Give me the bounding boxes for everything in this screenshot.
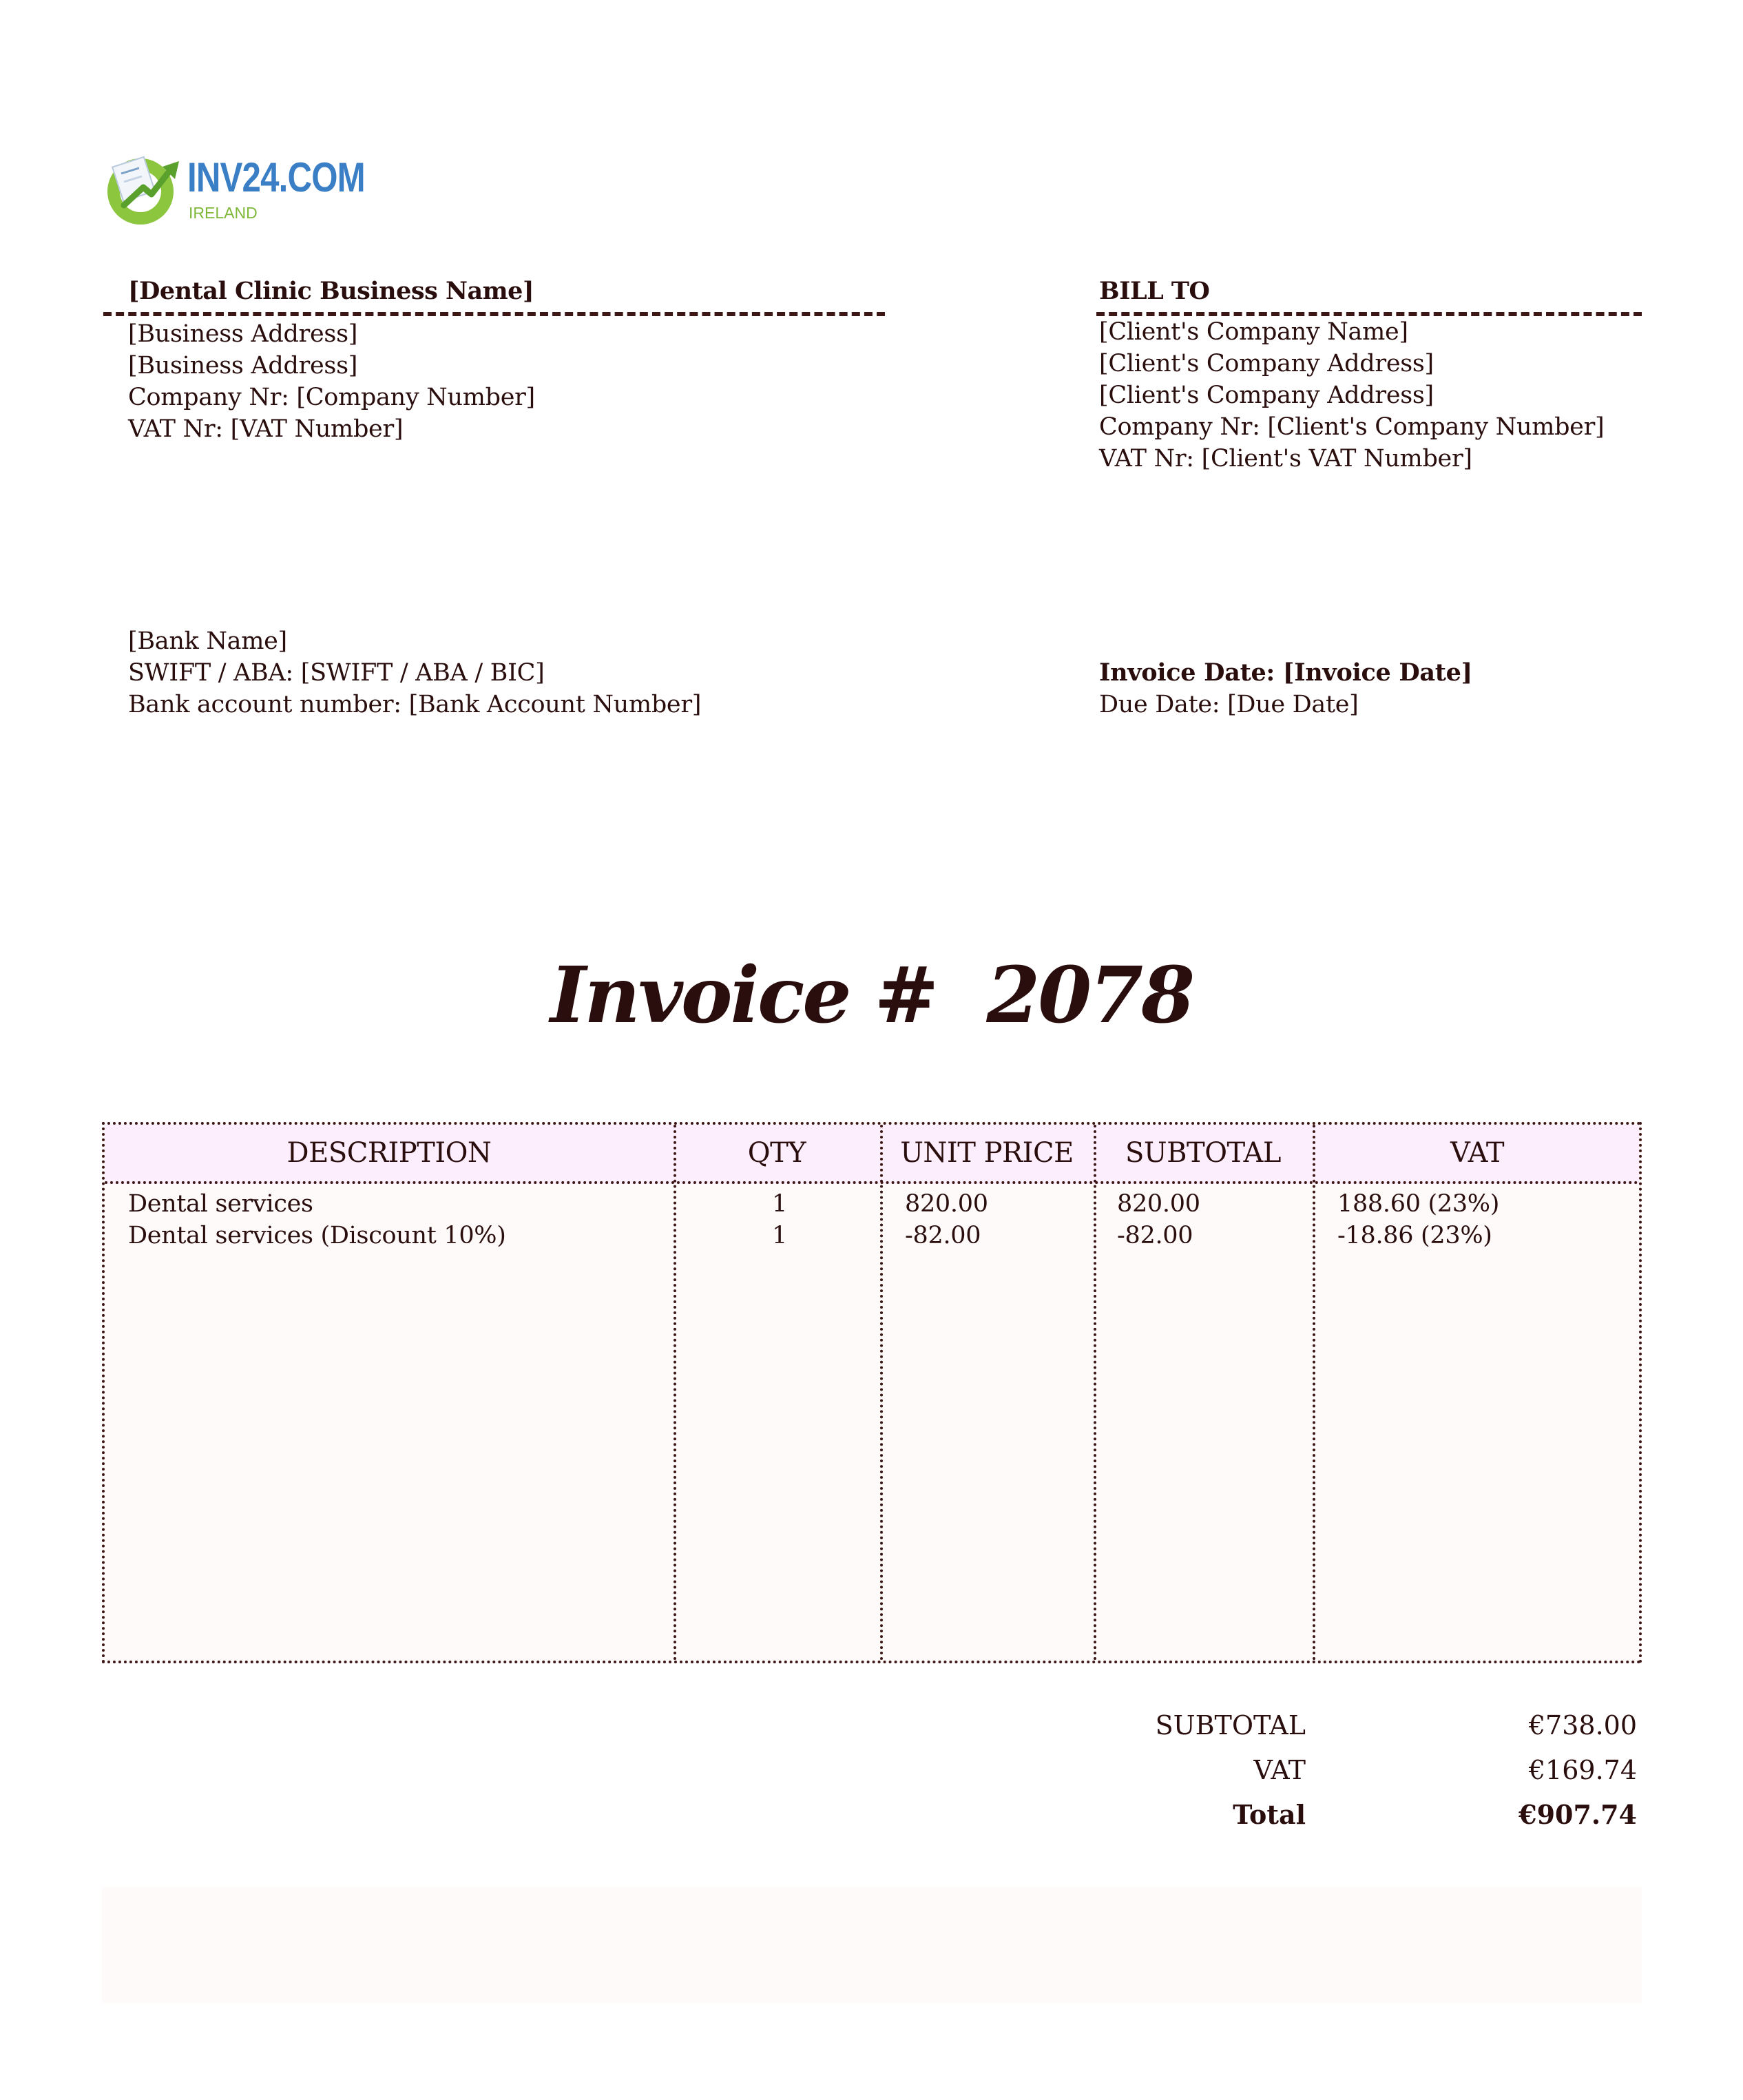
- client-company-number: Company Nr: [Client's Company Number]: [1099, 413, 1605, 441]
- row-2-subtotal: -82.00: [1117, 1222, 1193, 1249]
- table-header: [105, 1125, 1639, 1184]
- client-vat-number: VAT Nr: [Client's VAT Number]: [1099, 445, 1472, 472]
- logo-brand-text: INV24.COM: [187, 154, 365, 200]
- header-description: DESCRIPTION: [286, 1137, 492, 1169]
- bill-to-details: [1099, 316, 1604, 475]
- bank-swift: SWIFT / ABA: [SWIFT / ABA / BIC]: [128, 659, 545, 687]
- row-2-vat: -18.86 (23%): [1337, 1222, 1492, 1249]
- header-subtotal: SUBTOTAL: [1125, 1137, 1281, 1169]
- seller-address-1: [Business Address]: [128, 320, 358, 348]
- totals-vat-label: VAT: [1253, 1755, 1306, 1785]
- seller-vat-number: VAT Nr: [VAT Number]: [128, 415, 404, 443]
- bank-details: [128, 625, 701, 720]
- header-qty: QTY: [747, 1137, 806, 1169]
- seller-company-number: Company Nr: [Company Number]: [128, 384, 535, 411]
- row-1-subtotal: 820.00: [1117, 1190, 1200, 1218]
- column-separator: [1313, 1125, 1315, 1661]
- header-vat: VAT: [1450, 1137, 1505, 1169]
- client-address-2: [Client's Company Address]: [1099, 382, 1434, 409]
- logo-country-text: IRELAND: [189, 204, 258, 222]
- bill-to-heading: BILL TO: [1099, 277, 1210, 305]
- seller-name: [Dental Clinic Business Name]: [128, 277, 534, 305]
- invoice-title: [0, 950, 1743, 1041]
- totals-subtotal-label: SUBTOTAL: [1155, 1710, 1306, 1740]
- totals-subtotal-value: €738.00: [1528, 1710, 1637, 1740]
- invoice-number: 2078: [986, 950, 1193, 1041]
- seller-details: [128, 318, 535, 445]
- client-company-name: [Client's Company Name]: [1099, 318, 1408, 346]
- row-1-unit-price: 820.00: [905, 1190, 988, 1218]
- row-2-qty: 1: [772, 1222, 787, 1249]
- company-logo: [103, 146, 365, 227]
- invoice-date: Invoice Date: [Invoice Date]: [1099, 658, 1472, 687]
- column-separator: [1094, 1125, 1096, 1661]
- totals-total-label: Total: [1233, 1799, 1306, 1830]
- footer-band: [102, 1887, 1642, 2003]
- totals-total-value: €907.74: [1518, 1799, 1637, 1830]
- row-2-unit-price: -82.00: [905, 1222, 981, 1249]
- seller-address-2: [Business Address]: [128, 352, 358, 380]
- row-1-qty: 1: [772, 1190, 787, 1218]
- totals-vat-value: €169.74: [1528, 1755, 1637, 1785]
- logo-icon: [103, 146, 185, 227]
- seller-divider: [103, 312, 885, 316]
- client-address-1: [Client's Company Address]: [1099, 350, 1434, 377]
- header-unit-price: UNIT PRICE: [900, 1137, 1074, 1169]
- invoice-title-prefix: Invoice #: [550, 950, 937, 1041]
- invoice-dates: [1099, 657, 1472, 720]
- bank-account-number: Bank account number: [Bank Account Number]: [128, 691, 702, 718]
- row-2-description: Dental services (Discount 10%): [128, 1222, 506, 1249]
- bank-name: [Bank Name]: [128, 627, 287, 655]
- due-date: Due Date: [Due Date]: [1099, 691, 1359, 718]
- items-table: [102, 1122, 1642, 1663]
- row-1-vat: 188.60 (23%): [1337, 1190, 1500, 1218]
- row-1-description: Dental services: [128, 1190, 313, 1218]
